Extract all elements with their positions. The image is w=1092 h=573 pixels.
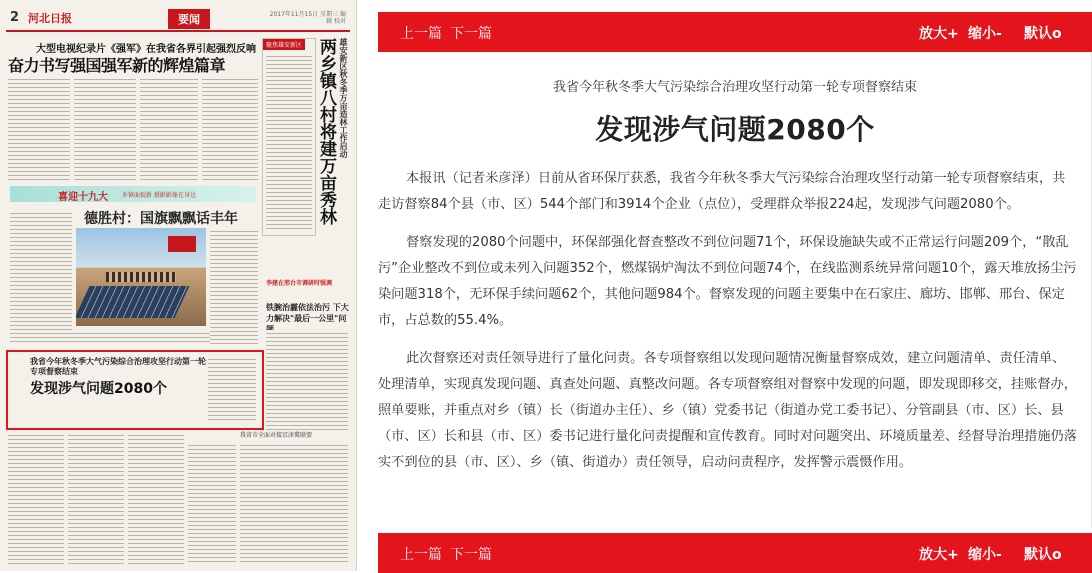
right-news-box[interactable]: [262, 38, 316, 236]
next-article-link[interactable]: 下一篇: [450, 26, 492, 42]
article-paragraph: 此次督察还对责任领导进行了量化问责。各专项督察组以发现问题情况衡量督察成效，建立问题清单、责任清单、处理清单，实现真发现问题、真查处问题、真整改问题。各专项督察组对督察中发现的问题，即发现即移交，挂账督办，照单要账，并重点对乡（镇）长（街道办主任）、乡（镇）党委书记（街道办党工委书记）、分管副县（市、区）长、县（市、区）长和县（市、区）委书记进行量化问责提醒和宣传教育。同时对问题突出、环境质量差、经督导治理措施仍落实不到位的县（市、区）、乡（镇、街道办）责任领导，启动问责程序，发挥警示震慑作用。: [378, 351, 1077, 470]
page-number: 2: [10, 10, 20, 25]
newspaper-masthead: [6, 8, 350, 32]
next-article-link[interactable]: 下一篇: [450, 547, 492, 563]
top-toolbar: [378, 12, 1092, 52]
vertical-subheadline: 雄安新区秋冬季万亩造林工作启动: [339, 38, 348, 158]
prev-article-link[interactable]: 上一篇: [400, 547, 442, 563]
text-column: [266, 330, 348, 430]
text-column: [74, 76, 136, 182]
article-paragraph: 督察发现的2080个问题中，环保部强化督查整改不到位问题71个，环保设施缺失或不正常运行问题209个，“散乱污”企业整改不到位或未列入问题352个，燃煤锅炉淘汰不到位问题74个，在线监测系统异常问题10个，露天堆放扬尘污染问题318个，无环保手续问题62个，其他问题984个。督察发现的问题主要集中在石家庄、廊坊、邯郸、邢台、保定市，占总数的55.4%。: [378, 235, 1077, 328]
solar-panels-shape: [76, 286, 189, 318]
text-column: [208, 356, 256, 422]
top-article-headline[interactable]: 奋力书写强国强军新的辉煌篇章: [8, 56, 226, 75]
text-column: [8, 432, 64, 564]
top-article-subtitle[interactable]: 大型电视纪录片《强军》在我省各界引起强烈反响: [36, 44, 256, 55]
prev-article-link[interactable]: 上一篇: [400, 26, 442, 42]
text-column: [8, 76, 70, 182]
zoom-out-button[interactable]: 缩小-: [968, 26, 1002, 42]
article-viewer: [378, 0, 1092, 571]
text-column: [210, 228, 258, 344]
feature-photo: [76, 228, 206, 326]
newspaper-logo: 河北日报: [28, 12, 72, 25]
date-line: 2017年11月15日 星期三 编辑 校对: [269, 11, 346, 25]
right-box-tag: 聚焦雄安新区: [263, 39, 305, 50]
flag-shape: [168, 236, 196, 252]
banner-title: 喜迎十九大: [58, 192, 108, 203]
zoom-in-button[interactable]: 放大+: [919, 547, 959, 563]
text-column: [240, 442, 348, 564]
text-column: [140, 76, 198, 182]
mid-headline[interactable]: 铁腕治霾依法治污 下大力解决"最后一公里"问: [266, 303, 349, 323]
text-column: [68, 432, 124, 564]
article-title: 发现涉气问题2080个: [595, 113, 875, 146]
mid-red-line: 李建在邢台市调研时强调: [266, 280, 333, 287]
bottom-toolbar: [378, 533, 1092, 573]
bottom-headline[interactable]: 我省市全面对接京津冀联盟: [240, 432, 313, 439]
text-column: [202, 76, 258, 182]
article-body: [378, 166, 1078, 488]
text-column: [10, 330, 210, 344]
zoom-out-button[interactable]: 缩小-: [968, 547, 1002, 563]
text-column: [128, 432, 184, 564]
article-subtitle: 我省今年秋冬季大气污染综合治理攻坚行动第一轮专项督察结束: [552, 80, 917, 95]
highlighted-article-subtitle: 我省今年秋冬季大气污染综合治理攻坚行动第一轮专项督察结束: [30, 356, 206, 376]
article-paragraph: 本报讯（记者米彦泽）日前从省环保厅获悉，我省今年秋冬季大气污染综合治理攻坚行动第一轮专项督察结束，共走访督察84个县（市、区）544个部门和3914个企业（点位），受理群众举报224起，发现涉气问题2080个。: [378, 171, 1066, 212]
feature-banner: [10, 186, 256, 202]
feature-headline[interactable]: 德胜村：国旗飘飘话丰年: [84, 211, 238, 227]
section-badge: 要闻: [168, 9, 210, 29]
default-size-button[interactable]: 默认o: [1024, 26, 1062, 42]
zoom-in-button[interactable]: 放大+: [919, 26, 959, 42]
vertical-headline[interactable]: 两乡镇八村将建万亩秀林: [316, 38, 336, 225]
highlighted-article-region[interactable]: [6, 350, 264, 430]
text-column: [10, 210, 72, 344]
text-column: [188, 442, 236, 564]
banner-subtitle: 乡镇面貌新 摄影影像在身边: [122, 192, 196, 199]
people-shape: [106, 272, 176, 282]
text-column: [266, 53, 312, 229]
newspaper-page-thumbnail: [0, 0, 357, 571]
highlighted-article-headline: 发现涉气问题2080个: [30, 381, 167, 397]
default-size-button[interactable]: 默认o: [1024, 547, 1062, 563]
